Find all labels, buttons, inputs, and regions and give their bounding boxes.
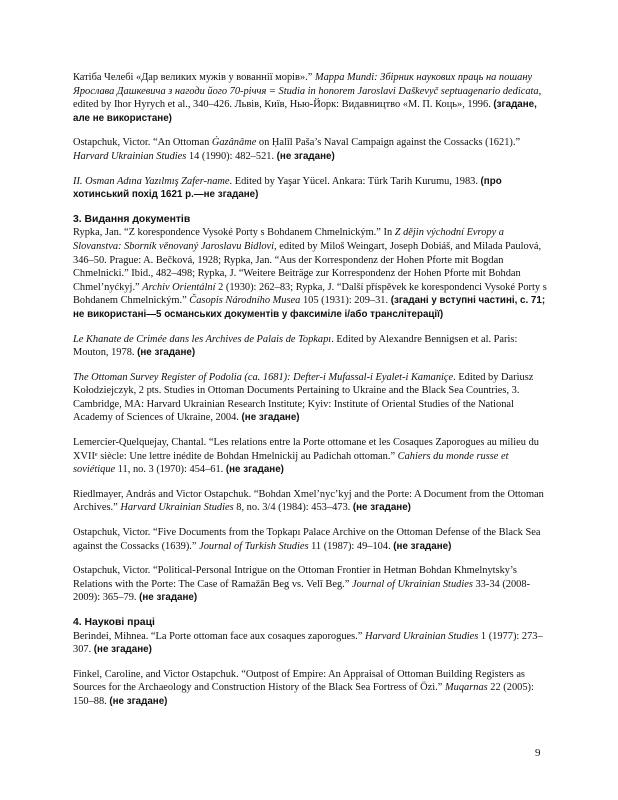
usage-note: (не згадане) [276, 150, 335, 162]
section3-entries [73, 226, 549, 605]
entry-text: . Edited by Alexandre Bennigsen et al. Paris: Mouton, 1978. [73, 333, 518, 359]
entry-text: 14 (1990): 482–521. [186, 150, 277, 162]
entry-text: 22 (2005): 150–88. [73, 682, 534, 707]
entry-text: Ostapchuk, Victor. “Political-Personal Intrigue on the Ottoman Frontier in Hetman Bohdan Khmelnytsky’s Relations with the Porte: The Case of Ramažān Beg vs. Velī Beg.” [73, 565, 517, 590]
entry-text: Finkel, Caroline, and Victor Ostapchuk. “Outpost of Empire: An Appraisal of Ottoman Building Registers as Sources for the Archaeology and Construction History of the Black Sea Fortress of Özi.” [73, 668, 525, 694]
entry-text: , edited by Ihor Hyrych et al., 340–426. Львів, Київ, Нью-Йорк: Видавництво «М. П. Коць», 1996. [73, 85, 542, 111]
bibliography-entry-survey-podolia [73, 371, 549, 425]
entry-text: 2 (1930): 262–83; Rypka, J. “Další příspěvek ke korespondenci Vysoké Porty s Bohdanem Chmelnickým.” [73, 281, 547, 307]
entry-text: on Ḥalīl Paša’s Naval Campaign against the Cossacks (1621).” [256, 137, 521, 149]
entry-text: Berindei, Mihnea. “La Porte ottoman face aux cosaques zaporogues.” [73, 630, 365, 642]
title-italic: Harvard Ukrainian Studies [73, 150, 187, 162]
entry-text: Ostapchuk, Victor. “An Ottoman [73, 137, 212, 149]
bibliography-entry-ostapchuk-gazaname [73, 136, 549, 163]
usage-note: (не згадане) [352, 502, 411, 514]
bibliography-entry-rypka [73, 226, 549, 321]
entry-text: Ostapchuk, Victor. “Five Documents from the Topkapı Palace Archive on the Ottoman Defense of the Black Sea against the Cossacks (1639).” [73, 527, 541, 552]
bibliography-entry-katib [73, 71, 549, 125]
entry-text: Rypka, Jan. “Z korespondence Vysoké Porty s Bohdanem Chmelnickým.” In [73, 227, 395, 239]
bibliography-entry-finkel [73, 668, 549, 709]
page-number: 9 [535, 747, 541, 759]
title-italic: Harvard Ukrainian Studies [120, 502, 234, 514]
usage-note: (не згадане) [137, 347, 196, 359]
usage-note: (не згадане) [225, 464, 284, 476]
bibliography-entry-lemercier [73, 436, 549, 477]
title-italic: II. Osman Adına Yazılmış Zafer-name [73, 175, 230, 187]
entry-text: 1 (1977): 273–307. [73, 630, 543, 656]
title-italic: Z dějin východní Evropy a Slovanstva: Sborník věnovaný Jaroslavu Bidlovi [73, 227, 504, 252]
usage-note: (не згадане) [139, 592, 198, 604]
usage-note: (згадане, але не використане) [73, 99, 537, 124]
title-italic: Harvard Ukrainian Studies [364, 630, 479, 642]
top-entries [73, 71, 549, 202]
title-italic: Časopis Národního Musea [189, 295, 301, 307]
usage-note: (не згадане) [241, 412, 300, 424]
usage-note: (не згадане) [93, 644, 152, 656]
entry-text: 105 (1931): 209–31. [300, 295, 391, 307]
entry-text: . Edited by Yaşar Yücel. Ankara: Türk Tarih Kurumu, 1983. [229, 175, 481, 187]
entry-text: 11, no. 3 (1970): 454–61. [115, 464, 226, 476]
title-italic: Journal of Ukrainian Studies [351, 578, 473, 590]
entry-text: 11 (1987): 49–104. [308, 540, 394, 552]
usage-note: (не згадане) [393, 540, 452, 552]
section-heading-editions: 3. Видання документів [73, 213, 191, 225]
bibliography-entry-riedlmayer [73, 488, 549, 515]
bibliography-entry-ostapchuk-political [73, 564, 549, 605]
section-heading-studies: 4. Наукові праці [73, 617, 155, 628]
title-italic: Muqarnas [444, 682, 488, 694]
entry-text: Lemercier-Quelquejay, Chantal. “Les relations entre la Porte ottomane et les Cosaques Zaporogues au milieu du XVIIᵉ siècle: Une lettre inédite de Bohdan Hmelnickij au Padichah ottoman.” [73, 437, 539, 462]
title-italic: Ġazânâme [211, 137, 257, 149]
section4-entries [73, 630, 549, 709]
bibliography-entry-ostapchuk-five [73, 526, 549, 553]
usage-note: (про хотинський похід 1621 р.—не згадане) [73, 175, 502, 201]
bibliography-entry-berindei [73, 630, 549, 657]
bibliography-body [73, 71, 549, 720]
title-italic: Archiv Orientální [142, 281, 216, 293]
title-italic: The Ottoman Survey Register of Podolia (ca. 1681): Defter-i Mufassal-i Eyalet-i Kamaniçe [73, 371, 454, 383]
title-italic: Journal of Turkish Studies [199, 540, 309, 552]
bibliography-entry-osman-zafer [73, 175, 549, 202]
entry-text: Riedlmayer, András and Victor Ostapchuk. “Bohdan Xmel’nyc’kyj and the Porte: A Document from the Ottoman Archives.” [73, 488, 544, 514]
title-italic: Cahiers du monde russe et soviétique [73, 450, 509, 476]
title-italic: Mappa Mundi: Збірник наукових праць на пошану Ярослава Дашкевича з нагоди його 70-річчя = Studia in honorem Jaroslavi Daškevyč septuagenario dedicata [73, 72, 539, 97]
title-italic: Le Khanate de Crimée dans les Archives de Palais de Topkapı [73, 333, 332, 345]
entry-text: Катіба Челебі «Дар великих мужів у вованнії морів».” [73, 72, 315, 83]
usage-note: (згадані у вступні частині, с. 71; не використані—5 османських документів у факсиміле і/або транслітерації) [73, 295, 546, 320]
bibliography-entry-khanate [73, 333, 549, 360]
entry-text: . Edited by Dariusz Kołodziejczyk, 2 pts. Studies in Ottoman Documents Pertaining to Ukraine and the Black Sea Countries, 3. Cambridge, MA: Harvard Ukrainian Research Institute; Kyiv: Institute of Oriental Studies of the National Academy of Sciences of Ukraine, 2004. [73, 371, 534, 424]
usage-note: (не згадане) [109, 695, 168, 707]
entry-text: , edited by Miloš Weingart, Joseph Dobiáš, and Milada Paulová, 346–50. Prague: A. Bečková, 1928; Rypka, Jan. “Aus der Korrespondenz der Hohen Pforte mit Bogdan Chmelnicki.” Ibid., 482–498; Rypka, J. “Weitere Beiträge zur Korrespondenz der Hohen Pforte mit Bohdan Chmel’nyćkyj.” [73, 240, 542, 293]
entry-text: 8, no. 3/4 (1984): 453–473. [233, 502, 353, 514]
entry-text: 33-34 (2008-2009): 365–79. [73, 578, 531, 604]
